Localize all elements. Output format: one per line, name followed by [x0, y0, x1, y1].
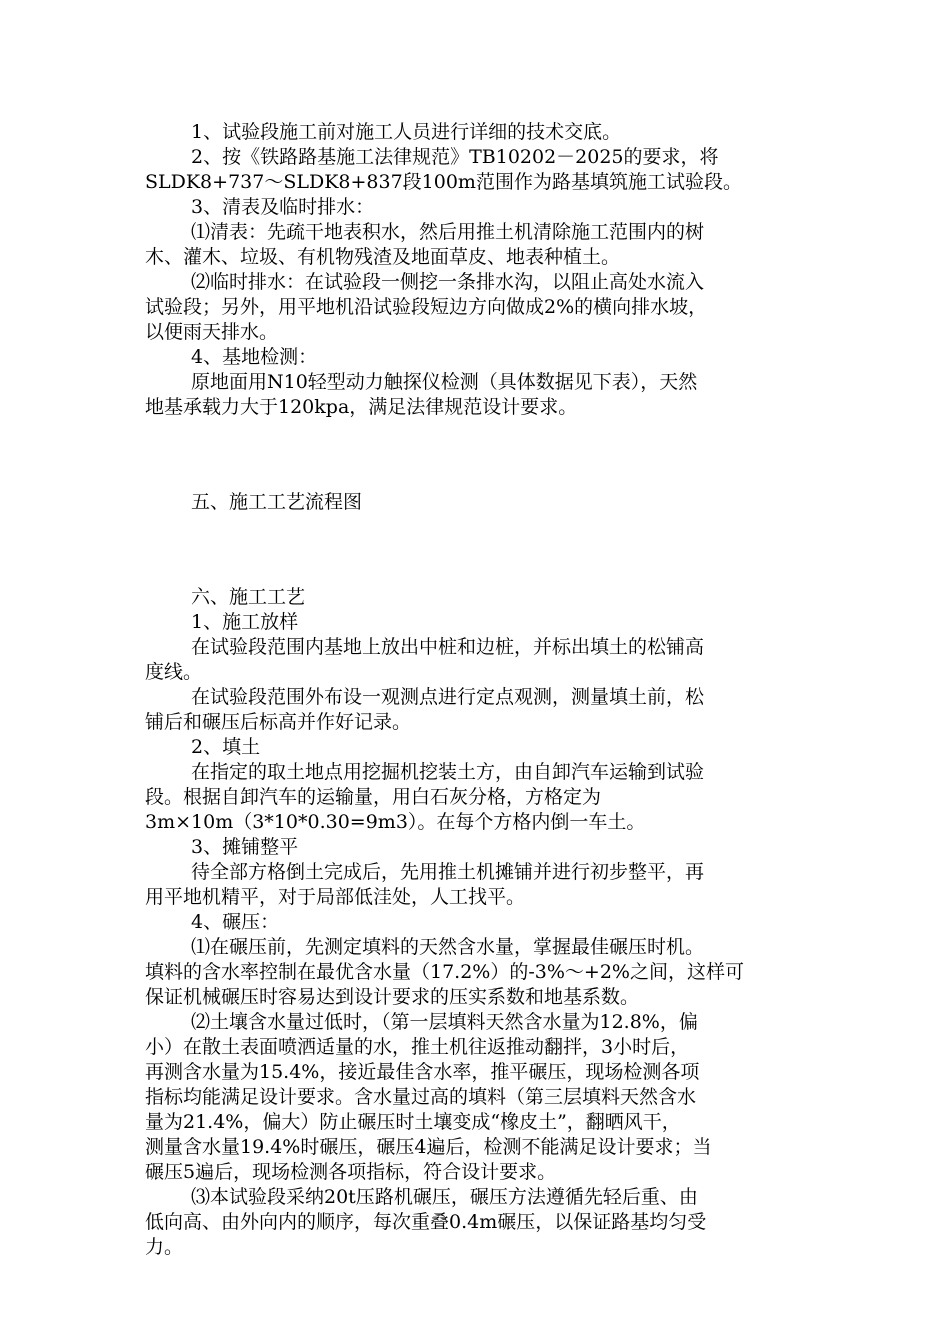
para-line: 在试验段范围外布设一观测点进行定点观测，测量填土前，松 — [191, 686, 705, 708]
chapter-heading-6: 六、施工工艺 — [191, 586, 306, 608]
section-heading: 1、施工放样 — [191, 611, 299, 633]
section-heading: 3、清表及临时排水： — [191, 196, 375, 218]
para-line: 3m×10m（3*10*0.30=9m3）。在每个方格内倒一车土。 — [145, 811, 646, 833]
para-line: 测量含水量19.4%时碾压，碾压4遍后，检测不能满足设计要求；当 — [145, 1136, 712, 1158]
document-body — [145, 120, 810, 1260]
chapter-heading-5: 五、施工工艺流程图 — [191, 491, 363, 513]
para-line: ⑵临时排水：在试验段一侧挖一条排水沟，以阻止高处水流入 — [191, 271, 705, 293]
para-line: 以便雨天排水。 — [145, 321, 279, 343]
para-line: 碾压5遍后，现场检测各项指标，符合设计要求。 — [145, 1161, 557, 1183]
para-line: 段。根据自卸汽车的运输量，用白石灰分格，方格定为 — [145, 786, 602, 808]
para-line: 度线。 — [145, 661, 203, 683]
para-line: 低向高、由外向内的顺序，每次重叠0.4m碾压，以保证路基均匀受 — [145, 1211, 707, 1233]
section-heading: 4、碾压： — [191, 911, 280, 933]
para-line: 再测含水量为15.4%，接近最佳含水率，推平碾压，现场检测各项 — [145, 1061, 700, 1083]
para-line: 量为21.4%，偏大）防止碾压时土壤变成“橡皮土”，翻晒风干， — [145, 1111, 681, 1133]
para-line: 力。 — [145, 1236, 184, 1258]
para-line: ⑶本试验段采纳20t压路机碾压，碾压方法遵循先轻后重、由 — [191, 1186, 698, 1208]
para-1-line: 1、试验段施工前对施工人员进行详细的技术交底。 — [191, 121, 622, 143]
para-line: 原地面用N10轻型动力触探仪检测（具体数据见下表），天然 — [191, 371, 698, 393]
para-line: 待全部方格倒土完成后，先用推土机摊铺并进行初步整平，再 — [191, 861, 705, 883]
section-heading: 3、摊铺整平 — [191, 836, 299, 858]
para-line: 木、灌木、垃圾、有机物残渣及地面草皮、地表种植土。 — [145, 246, 621, 268]
para-2-line: SLDK8+737～SLDK8+837段100m范围作为路基填筑施工试验段。 — [145, 171, 742, 193]
para-line: 在试验段范围内基地上放出中桩和边桩，并标出填土的松铺高 — [191, 636, 705, 658]
para-line: 小）在散土表面喷洒适量的水，推土机往返推动翻拌，3小时后， — [145, 1036, 690, 1058]
para-line: 铺后和碾压后标高并作好记录。 — [145, 711, 412, 733]
para-line: 保证机械碾压时容易达到设计要求的压实系数和地基系数。 — [145, 986, 640, 1008]
section-heading: 2、填土 — [191, 736, 261, 758]
para-line: 在指定的取土地点用挖掘机挖装土方，由自卸汽车运输到试验 — [191, 761, 705, 783]
para-line: 填料的含水率控制在最优含水量（17.2%）的-3%～+2%之间，这样可 — [145, 961, 744, 983]
section-heading: 4、基地检测： — [191, 346, 318, 368]
para-line: 指标均能满足设计要求。含水量过高的填料（第三层填料天然含水 — [145, 1086, 697, 1108]
para-line: 用平地机精平，对于局部低洼处，人工找平。 — [145, 886, 526, 908]
para-2-line: 2、按《铁路路基施工法律规范》TB10202－2025的要求，将 — [191, 146, 719, 168]
para-line: ⑴清表：先疏干地表积水，然后用推土机清除施工范围内的树 — [191, 221, 705, 243]
para-line: ⑴在碾压前，先测定填料的天然含水量，掌握最佳碾压时机。 — [191, 936, 705, 958]
para-line: ⑵土壤含水量过低时，（第一层填料天然含水量为12.8%，偏 — [191, 1011, 698, 1033]
para-line: 试验段；另外，用平地机沿试验段短边方向做成2%的横向排水坡， — [145, 296, 708, 318]
para-line: 地基承载力大于120kpa，满足法律规范设计要求。 — [145, 396, 578, 418]
